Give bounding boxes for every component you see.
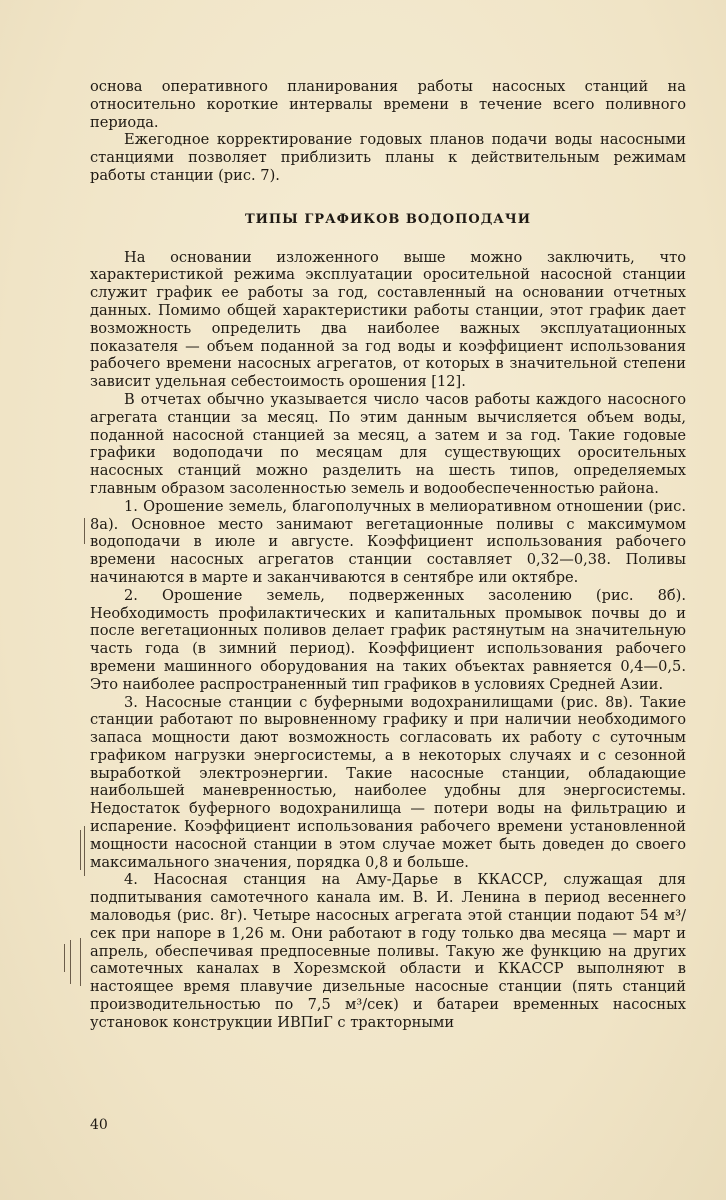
margin-mark xyxy=(64,944,65,972)
paragraph: 1. Орошение земель, благополучных в мелиоративном отношении (рис. 8а). Основное место занимают вегетационные поливы с максимумом водоподачи в июле и августе. Коэффициент использования рабочего времени насосных агрегатов станции составляет 0,32—0,38. Поливы начинаются в марте и заканчиваются в сентябре или октябре. xyxy=(90,497,686,586)
paragraph: На основании изложенного выше можно заключить, что характеристикой режима эксплуатации оросительной насосной станции служит график ее работы за год, составленный на основании отчетных данных. Помимо общей характеристики работы станции, этот график дает возможность определить два наиболее важных эксплуатационных показателя — объем поданной за год воды и коэффициент использования рабочего времени насосных агрегатов, от которых в значительной степени зависит удельная себестоимость орошения [12]. xyxy=(90,248,686,391)
page-text xyxy=(90,78,686,1032)
margin-mark xyxy=(80,938,81,986)
paragraph: основа оперативного планирования работы насосных станций на относительно короткие интервалы времени в течение всего поливного периода. xyxy=(90,78,686,131)
paragraph: 4. Насосная станция на Аму-Дарье в ККАССР, служащая для подпитывания самотечного канала им. В. И. Ленина в период весеннего маловодья (рис. 8г). Четыре насосных агрегата этой станции подают 54 м³/сек при напоре в 1,26 м. Они работают в году только два месяца — март и апрель, обеспечивая предпосевные поливы. Такую же функцию на других самотечных каналах в Хорезмской области и ККАССР выполняют в настоящее время плавучие дизельные насосные станции (пять станций производительностью по 7,5 м³/сек) и батареи временных насосных установок конструкции ИВПиГ с тракторными xyxy=(90,871,686,1031)
margin-mark xyxy=(84,826,85,876)
paragraph: Ежегодное корректирование годовых планов подачи воды насосными станциями позволяет приблизить планы к действительным режимам работы станции (рис. 7). xyxy=(90,131,686,184)
paragraph: В отчетах обычно указывается число часов работы каждого насосного агрегата станции за месяц. По этим данным вычисляется объем воды, поданной насосной станцией за месяц, а затем и за год. Такие годовые графики водоподачи по месяцам для существующих оросительных насосных станций можно разделить на шесть типов, определяемых главным образом засоленностью земель и водообеспеченностью района. xyxy=(90,390,686,497)
paragraph: 3. Насосные станции с буферными водохранилищами (рис. 8в). Такие станции работают по выровненному графику и при наличии необходимого запаса мощности дают возможность согласовать их работу с суточным графиком нагрузки энергосистемы, а в некоторых случаях и с сезонной выработкой электроэнергии. Такие насосные станции, обладающие наибольшей маневренностью, наиболее удобны для энергосистемы. Недостаток буферного водохранилища — потери воды на фильтрацию и испарение. Коэффициент использования рабочего времени установленной мощности насосной станции в этом случае может быть доведен до своего максимального значения, порядка 0,8 и больше. xyxy=(90,693,686,871)
paragraph: 2. Орошение земель, подверженных засолению (рис. 8б). Необходимость профилактических и капитальных промывок почвы до и после вегетационных поливов делает график растянутым на значительную часть года (в зимний период). Коэффициент использования рабочего времени машинного оборудования на таких объектах равняется 0,4—0,5. Это наиболее распространенный тип графиков в условиях Средней Азии. xyxy=(90,586,686,693)
section-heading: ТИПЫ ГРАФИКОВ ВОДОПОДАЧИ xyxy=(244,211,532,227)
margin-mark xyxy=(70,940,71,984)
margin-mark xyxy=(80,830,81,870)
margin-mark xyxy=(84,518,85,544)
page-number: 40 xyxy=(90,1117,108,1133)
